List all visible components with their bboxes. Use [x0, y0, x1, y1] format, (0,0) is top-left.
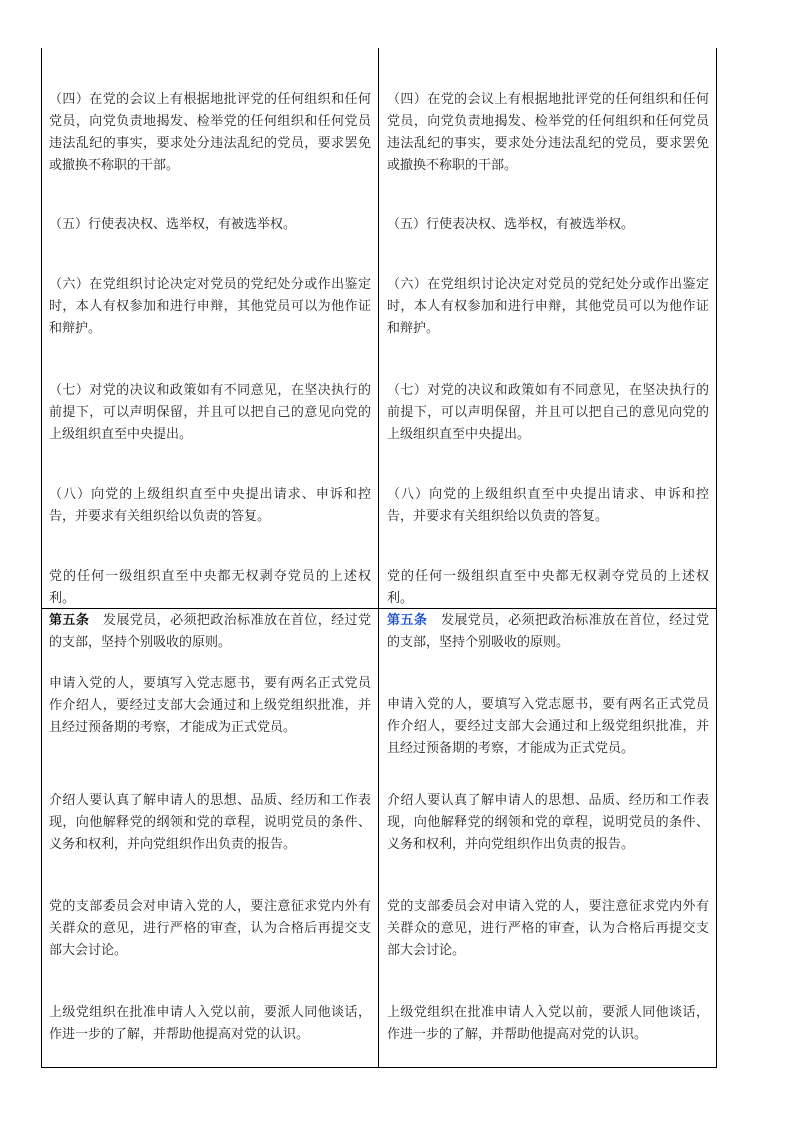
right-right-6: （六）在党组织讨论决定对党员的党纪处分或作出鉴定时，本人有权参加和进行申辩，其他党员可以为他作证和辩护。	[387, 277, 709, 336]
left-right-6: （六）在党组织讨论决定对党员的党纪处分或作出鉴定时，本人有权参加和进行申辩，其他党员可以为他作证和辩护。	[49, 277, 371, 336]
right-article5-p2: 介绍人要认真了解申请人的思想、品质、经历和工作表现，向他解释党的纲领和党的章程，说明党员的条件、义务和权利，并向党组织作出负责的报告。	[387, 793, 709, 852]
right-right-8: （八）向党的上级组织直至中央提出请求、申诉和控告，并要求有关组织给以负责的答复。	[387, 487, 709, 524]
right-article5-p3: 党的支部委员会对申请入党的人，要注意征求党内外有关群众的意见，进行严格的审查，认为合格后再提交支部大会讨论。	[387, 899, 709, 958]
right-closing: 党的任何一级组织直至中央都无权剥夺党员的上述权利。	[387, 569, 709, 606]
table-border-left	[41, 48, 42, 1068]
right-article5-p4: 上级党组织在批准申请人入党以前，要派人同他谈话，作进一步的了解，并帮助他提高对党的认识。	[387, 1005, 709, 1042]
left-right-4: （四）在党的会议上有根据地批评党的任何组织和任何党员，向党负责地揭发、检举党的任何组织和任何党员违法乱纪的事实，要求处分违法乱纪的党员，要求罢免或撤换不称职的干部。	[49, 92, 371, 173]
left-article5-p4: 上级党组织在批准申请人入党以前，要派人同他谈话，作进一步的了解，并帮助他提高对党的认识。	[49, 1005, 371, 1042]
left-right-7: （七）对党的决议和政策如有不同意见，在坚决执行的前提下，可以声明保留，并且可以把自己的意见向党的上级组织直至中央提出。	[49, 383, 371, 442]
right-right-5: （五）行使表决权、选举权，有被选举权。	[387, 217, 635, 232]
right-article5-label: 第五条	[387, 613, 428, 628]
left-article5-intro: 第五条 发展党员，必须把政治标准放在首位，经过党的支部，坚持个别吸收的原则。	[49, 613, 371, 650]
table-border-bottom	[41, 1067, 717, 1068]
table-border-right	[716, 48, 717, 1068]
left-article5-p1: 申请入党的人，要填写入党志愿书，要有两名正式党员作介绍人，要经过支部大会通过和上级党组织批准，并且经过预备期的考察，才能成为正式党员。	[49, 676, 371, 735]
right-article5-intro: 第五条 发展党员，必须把政治标准放在首位，经过党的支部，坚持个别吸收的原则。	[387, 613, 709, 650]
right-right-4: （四）在党的会议上有根据地批评党的任何组织和任何党员，向党负责地揭发、检举党的任何组织和任何党员违法乱纪的事实，要求处分违法乱纪的党员，要求罢免或撤换不称职的干部。	[387, 92, 709, 173]
right-right-7: （七）对党的决议和政策如有不同意见，在坚决执行的前提下，可以声明保留，并且可以把自己的意见向党的上级组织直至中央提出。	[387, 383, 709, 442]
comparison-table	[41, 48, 717, 1068]
left-article5-label: 第五条	[49, 613, 90, 628]
left-right-5: （五）行使表决权、选举权，有被选举权。	[49, 217, 297, 232]
left-right-8: （八）向党的上级组织直至中央提出请求、申诉和控告，并要求有关组织给以负责的答复。	[49, 487, 371, 524]
left-closing: 党的任何一级组织直至中央都无权剥夺党员的上述权利。	[49, 569, 371, 606]
left-article5-p2: 介绍人要认真了解申请人的思想、品质、经历和工作表现，向他解释党的纲领和党的章程，说明党员的条件、义务和权利，并向党组织作出负责的报告。	[49, 793, 371, 852]
table-border-middle	[378, 48, 379, 1068]
left-article5-p3: 党的支部委员会对申请入党的人，要注意征求党内外有关群众的意见，进行严格的审查，认为合格后再提交支部大会讨论。	[49, 899, 371, 958]
right-article5-p1: 申请入党的人，要填写入党志愿书，要有两名正式党员作介绍人，要经过支部大会通过和上级党组织批准，并且经过预备期的考察，才能成为正式党员。	[387, 697, 709, 756]
